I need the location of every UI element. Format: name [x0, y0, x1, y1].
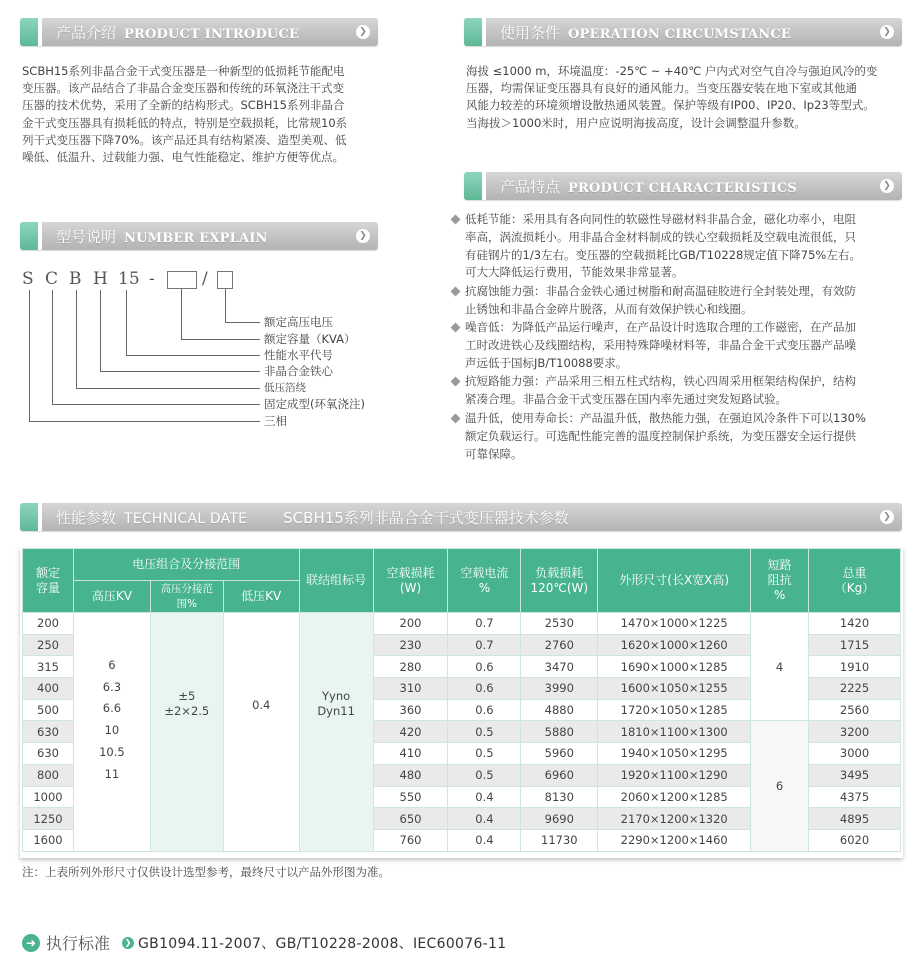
header-tab-accent: [464, 172, 486, 200]
technical-subtitle: SCBH15系列非晶合金干式变压器技术参数: [283, 508, 569, 527]
vector-value: Yyno: [322, 689, 351, 703]
vector-group-cell: [299, 613, 373, 852]
table-cell: 0.7: [448, 634, 521, 656]
operation-text: [466, 63, 906, 132]
hv-values-cell: [73, 613, 150, 852]
char-line: 率高，涡流损耗小。用非晶合金材料制成的铁心空载损耗及空载电流很低，只: [465, 229, 856, 244]
table-cell: 550: [373, 786, 448, 808]
table-cell: 3990: [521, 678, 598, 700]
table-cell: 1420: [809, 613, 901, 635]
table-cell: 800: [23, 764, 74, 786]
table-cell: 2560: [809, 699, 901, 721]
characteristics-title-cn: 产品特点: [500, 177, 561, 196]
model-char-slash: /: [202, 269, 208, 289]
intro-line: SCBH15系列非晶合金干式变压器是一种新型的低损耗节能配电: [22, 64, 345, 78]
header-vector-group: 联结组标号: [299, 549, 373, 613]
intro-title: [42, 22, 299, 43]
operation-title-en: OPERATION CIRCUMSTANCE: [568, 26, 791, 42]
model-char-c: C: [45, 269, 59, 289]
char-line: 低耗节能：采用具有各向同性的软磁性导磁材料非晶合金，磁化功率小，电阻: [465, 212, 856, 226]
header-weight: 总重 （Kg）: [809, 549, 901, 613]
table-cell: 250: [23, 634, 74, 656]
impedance-cell: 4: [751, 613, 809, 721]
table-cell: 400: [23, 678, 74, 700]
table-cell: 1910: [809, 656, 901, 678]
chevron-right-icon[interactable]: ❯: [880, 25, 894, 39]
operation-line: 当海拔＞1000米时，用户应说明海拔高度，设计会调整温升参数。: [466, 115, 806, 130]
tap-range-cell: [150, 613, 223, 852]
label-epoxy-cast: 固定成型(环氧浇注): [264, 397, 365, 411]
model-blank-box: [217, 271, 233, 289]
table-cell: 0.5: [448, 743, 521, 765]
technical-title-en: TECHNICAL DATE: [124, 510, 248, 527]
header-tab-accent: [20, 18, 42, 46]
header-tab-accent: [20, 503, 42, 531]
header-tab-accent: [464, 18, 486, 46]
table-cell: 1250: [23, 808, 74, 830]
table-cell: 0.4: [448, 786, 521, 808]
number-explain-title: [42, 226, 268, 247]
model-char-h: H: [93, 269, 108, 289]
table-cell: 420: [373, 721, 448, 743]
label-performance-code: 性能水平代号: [264, 348, 333, 362]
table-cell: 1470×1000×1225: [598, 613, 751, 635]
table-cell: 1810×1100×1300: [598, 721, 751, 743]
table-cell: 2225: [809, 678, 901, 700]
table-cell: 500: [23, 699, 74, 721]
table-cell: 8130: [521, 786, 598, 808]
table-cell: 6020: [809, 829, 901, 851]
table-cell: 2060×1200×1285: [598, 786, 751, 808]
header-hv: 高压KV: [73, 581, 150, 613]
technical-title-cn: 性能参数: [56, 508, 117, 527]
table-cell: 11730: [521, 829, 598, 851]
table-cell: 0.5: [448, 764, 521, 786]
table-cell: 5960: [521, 743, 598, 765]
char-line: 可大大降低运行费用，节能效果非常显著。: [465, 265, 684, 280]
table-cell: 4880: [521, 699, 598, 721]
operation-line: 压器，均需保证变压器具有良好的通风能力。当变压器安装在地下室或其他通: [466, 81, 857, 96]
char-line: 可靠保障。: [465, 446, 523, 461]
model-char-s: S: [22, 269, 34, 289]
intro-text: [22, 63, 382, 166]
hv-value: 6: [108, 658, 116, 672]
label-amorphous-core: 非晶合金铁心: [264, 364, 333, 378]
char-line: 紧凑合理。非晶合金干式变压器在国内率先通过突发短路试验。: [465, 391, 787, 406]
number-explain-header-bar: [20, 222, 378, 250]
hv-value: 6.3: [102, 679, 122, 694]
standard-title: 执行标准: [46, 934, 111, 953]
label-lv-foil: 低压箔绕: [264, 382, 306, 394]
label-three-phase: 三相: [264, 414, 287, 428]
hv-value: 10.5: [99, 744, 125, 759]
table-cell: 5880: [521, 721, 598, 743]
table-cell: 410: [373, 743, 448, 765]
table-cell: 360: [373, 699, 448, 721]
hv-value: 11: [104, 766, 120, 781]
operation-line: 风能力较差的环境须增设散热通风装置。保护等级有IP00、IP20、Ip23等型式。: [466, 98, 875, 113]
table-cell: 2290×1200×1460: [598, 829, 751, 851]
table-cell: 230: [373, 634, 448, 656]
table-cell: 0.6: [448, 699, 521, 721]
table-cell: 3495: [809, 764, 901, 786]
intro-line: 列干式变压器下降70%。该产品还具有结构紧凑、造型美观、低: [22, 132, 347, 147]
table-cell: 1000: [23, 786, 74, 808]
table-cell: 4375: [809, 786, 901, 808]
intro-line: 变压器。该产品结合了非晶合金变压器和传统的环氧浇注干式变: [22, 81, 344, 96]
intro-title-en: PRODUCT INTRODUCE: [124, 26, 300, 42]
operation-title: [486, 22, 791, 43]
header-capacity: 额定 容量: [23, 549, 74, 613]
characteristic-item: [452, 211, 907, 282]
table-cell: 0.7: [448, 613, 521, 635]
standard-row: [22, 931, 506, 954]
header-tap-range: 高压分接范围%: [150, 581, 223, 613]
hv-value: 10: [104, 723, 120, 738]
operation-header-bar: [464, 18, 902, 46]
number-explain-title-cn: 型号说明: [56, 227, 117, 246]
char-line: 抗短路能力强：产品采用三相五柱式结构，铁心四周采用框架结构保护，结构: [465, 374, 856, 388]
table-cell: 2170×1200×1320: [598, 808, 751, 830]
table-cell: 4895: [809, 808, 901, 830]
chevron-right-icon[interactable]: ❯: [356, 25, 370, 39]
characteristics-title: [486, 176, 797, 197]
table-cell: 315: [23, 656, 74, 678]
char-line: 抗腐蚀能力强：非晶合金铁心通过树脂和耐高温硅胶进行全封装处理，有效防: [465, 284, 856, 298]
table-cell: 650: [373, 808, 448, 830]
table-cell: 2530: [521, 613, 598, 635]
table-cell: 480: [373, 764, 448, 786]
char-line: 噪音低：为降低产品运行噪声，在产品设计时选取合理的工作磁密，在产品加: [465, 320, 856, 334]
header-no-load-loss: 空载损耗 (W): [373, 549, 448, 613]
characteristic-item: [452, 373, 907, 409]
header-load-loss: 负载损耗 120℃(W): [521, 549, 598, 613]
technical-header-bar: [20, 503, 902, 531]
table-row: [23, 613, 901, 635]
header-dimensions: 外形尺寸(长X宽X高): [598, 549, 751, 613]
table-cell: 630: [23, 743, 74, 765]
tap-value: ±2×2.5: [164, 704, 210, 718]
table-cell: 0.4: [448, 829, 521, 851]
lv-value-cell: 0.4: [223, 613, 299, 852]
header-lv: 低压KV: [223, 581, 299, 613]
table-cell: 6960: [521, 764, 598, 786]
table-cell: 2760: [521, 634, 598, 656]
chevron-right-icon[interactable]: ❯: [880, 179, 894, 193]
intro-line: 噪低、低温升、过载能力强、电气性能稳定、维护方便等优点。: [22, 150, 344, 165]
table-cell: 1600: [23, 829, 74, 851]
intro-title-cn: 产品介绍: [56, 23, 117, 42]
header-impedance: 短路 阻抗 %: [751, 549, 809, 613]
table-cell: 1940×1050×1295: [598, 743, 751, 765]
characteristics-header-bar: [464, 172, 902, 200]
table-cell: 200: [373, 613, 448, 635]
number-explain-title-en: NUMBER EXPLAIN: [124, 230, 268, 246]
char-line: 工时改进铁心及线圈结构，采用特殊降噪材料等，非晶合金干式变压器产品噪: [465, 337, 856, 352]
table-cell: 200: [23, 613, 74, 635]
table-cell: 1600×1050×1255: [598, 678, 751, 700]
arrow-circle-small-icon: ❯: [122, 937, 134, 949]
operation-line: 海拔 ≤1000 m，环境温度：-25℃ ~ +40℃ 户内式对空气自冷与强迫风冷的变: [466, 64, 878, 78]
char-line: 有硅钢片的1/3左右。变压器的空载损耗比GB/T10228规定值下降75%左右。: [465, 247, 861, 262]
hv-value: 6.6: [102, 701, 122, 716]
chevron-right-icon[interactable]: ❯: [356, 229, 370, 243]
table-cell: 3470: [521, 656, 598, 678]
intro-header-bar: [20, 18, 378, 46]
table-cell: 9690: [521, 808, 598, 830]
intro-line: 金干式变压器具有损耗低的特点，特别是空载损耗，比常规10系: [22, 115, 348, 130]
tap-value: ±5: [178, 689, 196, 703]
technical-title: [42, 507, 569, 528]
header-no-load-current: 空载电流 %: [448, 549, 521, 613]
label-rated-hv: 额定高压电压: [264, 315, 333, 329]
table-cell: 280: [373, 656, 448, 678]
vector-value: Dyn11: [317, 704, 355, 718]
characteristics-title-en: PRODUCT CHARACTERISTICS: [568, 180, 797, 196]
table-cell: 630: [23, 721, 74, 743]
char-line: 止锈蚀和非晶合金碎片脱落，从而有效保护铁心和线圈。: [465, 301, 753, 316]
label-rated-capacity: 额定容量（KVA）: [264, 332, 356, 346]
char-line: 声远低于国标JB/T10088要求。: [465, 355, 628, 370]
table-cell: 0.6: [448, 678, 521, 700]
header-tab-accent: [20, 222, 42, 250]
technical-spec-table: [22, 548, 901, 852]
impedance-cell: 6: [751, 721, 809, 851]
model-char-b: B: [69, 269, 82, 289]
table-cell: 1715: [809, 634, 901, 656]
table-cell: 1920×1100×1290: [598, 764, 751, 786]
chevron-right-icon[interactable]: ❯: [880, 510, 894, 524]
arrow-circle-icon: ➜: [22, 934, 40, 952]
table-cell: 1690×1000×1285: [598, 656, 751, 678]
table-footnote: 注：上表所列外形尺寸仅供设计选型参考，最终尺寸以产品外形图为准。: [22, 865, 390, 879]
model-char-dash: -: [149, 269, 155, 289]
table-cell: 3000: [809, 743, 901, 765]
table-cell: 310: [373, 678, 448, 700]
table-cell: 3200: [809, 721, 901, 743]
char-line: 温升低，使用寿命长：产品温升低，散热能力强，在强迫风冷条件下可以130%: [465, 411, 866, 425]
characteristic-item: [452, 410, 907, 463]
characteristic-item: [452, 283, 907, 319]
characteristic-item: [452, 319, 907, 372]
table-cell: 0.4: [448, 808, 521, 830]
model-blank-box: [167, 271, 197, 289]
header-voltage-group: 电压组合及分接范围: [73, 549, 299, 581]
table-cell: 760: [373, 829, 448, 851]
intro-line: 压器的技术优势，采用了全新的结构形式。SCBH15系列非晶合: [22, 98, 345, 113]
char-line: 额定负载运行。可选配性能完善的温度控制保护系统，为变压器安全运行提供: [465, 428, 856, 443]
table-cell: 1620×1000×1260: [598, 634, 751, 656]
standard-value: GB1094.11-2007、GB/T10228-2008、IEC60076-11: [138, 935, 507, 952]
table-cell: 0.6: [448, 656, 521, 678]
model-char-15: 15: [118, 269, 140, 289]
operation-title-cn: 使用条件: [500, 23, 561, 42]
table-cell: 0.5: [448, 721, 521, 743]
table-cell: 1720×1050×1285: [598, 699, 751, 721]
